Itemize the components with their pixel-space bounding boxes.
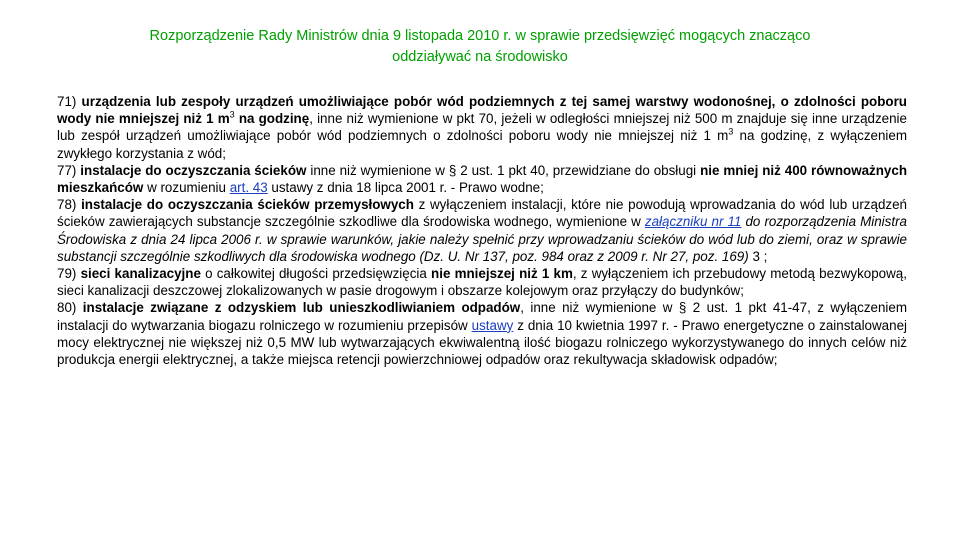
item-text: 3 ; — [752, 248, 768, 264]
superscript: 3 — [728, 126, 734, 137]
item-text: z dnia 10 kwietnia 1997 r. - Prawo energetyczne o zainstalowanej mocy elektrycznej nie większej niż 0,5 MW lub wytwarzających ekwiwalentną ilość biogazu rolniczego wykorzystywanego do innych celów niż produkcja energii elektrycznej, a także miejsca retencji powierzchniowej odpadów oraz rekultywacja składowisk odpadów; — [57, 317, 907, 368]
item-text: z wyłączeniem instalacji, które nie powodują wprowadzania do wód lub urządzeń ścieków zawierających substancje szczególnie szkodliwe dla środowiska wodnego, wymienione w — [57, 197, 907, 230]
superscript: 3 — [229, 109, 235, 120]
item-71 — [57, 93, 907, 162]
item-80 — [57, 299, 907, 368]
item-text: o całkowitej długości przedsięwzięcia — [205, 266, 427, 282]
item-78 — [57, 196, 907, 265]
item-79 — [57, 265, 907, 299]
item-bold: na godzinę — [238, 111, 310, 127]
item-number: 80) — [57, 300, 77, 316]
zalacznik-11-link[interactable]: załączniku nr 11 — [644, 214, 742, 230]
item-number: 78) — [57, 197, 77, 213]
page-title — [80, 26, 880, 68]
regulation-items — [57, 93, 907, 368]
item-italic: do rozporządzenia Ministra Środowiska z dnia 24 lipca 2006 r. w sprawie warunków, jakie należy spełnić przy wprowadzaniu ścieków do wód lub do ziemi, oraz w sprawie substancji szczególnie szkodliwych dla środowiska wodnego (Dz. U. Nr 137, poz. 984 oraz z 2009 r. Nr 27, poz. 169) — [57, 214, 907, 264]
item-text: inne niż wymienione w § 2 ust. 1 pkt 40, przewidziane do obsługi — [310, 162, 697, 178]
item-number: 71) — [57, 94, 77, 109]
item-bold: urządzenia lub zespoły urządzeń umożliwiające pobór wód podziemnych z tej samej warstwy wodonośnej, o zdolności poboru wody nie mniejszej niż 1 m — [57, 94, 907, 127]
item-bold: nie mniej niż 400 równoważnych mieszkańców — [57, 162, 908, 196]
art-43-link[interactable]: art. 43 — [229, 180, 268, 196]
item-number: 77) — [57, 162, 77, 178]
item-bold: sieci kanalizacyjne — [80, 266, 201, 282]
item-77 — [57, 162, 907, 196]
item-text: na godzinę, z wyłączeniem zwykłego korzystania z wód; — [57, 128, 907, 161]
ustawy-link[interactable]: ustawy — [471, 317, 514, 333]
item-bold: instalacje związane z odzyskiem lub unieszkodliwianiem odpadów — [82, 300, 521, 316]
item-bold: instalacje do oczyszczania ścieków przemysłowych — [81, 197, 414, 213]
title-line-2: oddziaływać na środowisko — [392, 49, 568, 65]
item-text: w rozumieniu — [147, 180, 226, 196]
item-text: , inne niż wymienione w pkt 70, jeżeli w odległości mniejszej niż 500 m znajduje się inne urządzenie lub zespół urządzeń umożliwiające pobór wód podziemnych o zdolności poboru wody nie mniejszej niż 1 m — [57, 111, 907, 144]
item-text: , z wyłączeniem ich przebudowy metodą bezwykopową, sieci kanalizacji deszczowej zlokalizowanych w pasie drogowym i obszarze kolejowym oraz przyłączy do budynków; — [57, 266, 907, 299]
item-bold: nie mniejszej niż 1 km — [431, 266, 573, 282]
item-bold: instalacje do oczyszczania ścieków — [80, 162, 307, 178]
item-number: 79) — [57, 266, 77, 282]
item-text: ustawy z dnia 18 lipca 2001 r. - Prawo wodne; — [271, 180, 544, 196]
item-text: , inne niż wymienione w § 2 ust. 1 pkt 41-47, z wyłączeniem instalacji do wytwarzania biogazu rolniczego w rozumieniu przepisów — [57, 300, 907, 333]
title-line-1: Rozporządzenie Rady Ministrów dnia 9 listopada 2010 r. w sprawie przedsięwzięć mogących znacząco — [149, 28, 811, 44]
